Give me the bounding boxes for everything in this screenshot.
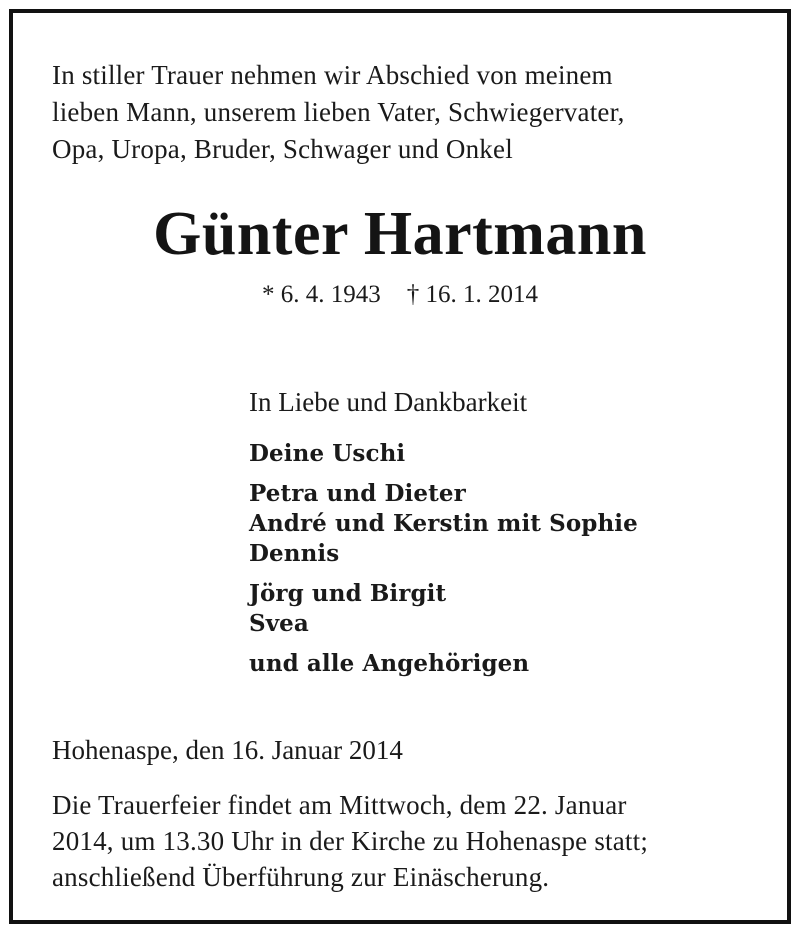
family-member: André und Kerstin mit Sophie — [249, 510, 638, 537]
intro-text: In stiller Trauer nehmen wir Abschied von meinem lieben Mann, unserem lieben Vater, Schwiegervater, Opa, Uropa, Bruder, Schwager und Onkel — [52, 60, 625, 164]
family-signatures — [249, 385, 749, 689]
family-group-petra — [249, 479, 749, 569]
place-and-date: Hohenaspe, den 16. Januar 2014 — [52, 735, 403, 765]
death-date: † 16. 1. 2014 — [406, 281, 538, 308]
family-group-relatives — [249, 649, 749, 679]
family-group-spouse — [249, 439, 749, 469]
life-dates — [13, 279, 787, 311]
family-member: Deine Uschi — [249, 440, 406, 467]
family-member: Dennis — [249, 540, 340, 567]
family-member: Jörg und Birgit — [249, 580, 447, 607]
family-group-joerg — [249, 579, 749, 639]
family-member: Svea — [249, 610, 309, 637]
family-member: und alle Angehörigen — [249, 650, 530, 677]
family-member: Petra und Dieter — [249, 480, 466, 507]
obituary-notice — [9, 9, 791, 924]
dedication-line: In Liebe und Dankbarkeit — [249, 387, 528, 417]
birth-date: * 6. 4. 1943 — [262, 281, 381, 308]
ceremony-info: Die Trauerfeier findet am Mittwoch, dem 22. Januar 2014, um 13.30 Uhr in der Kirche zu Hohenaspe statt; anschließend Überführung zur Einäscherung. — [52, 790, 649, 892]
deceased-name: Günter Hartmann — [153, 200, 647, 268]
